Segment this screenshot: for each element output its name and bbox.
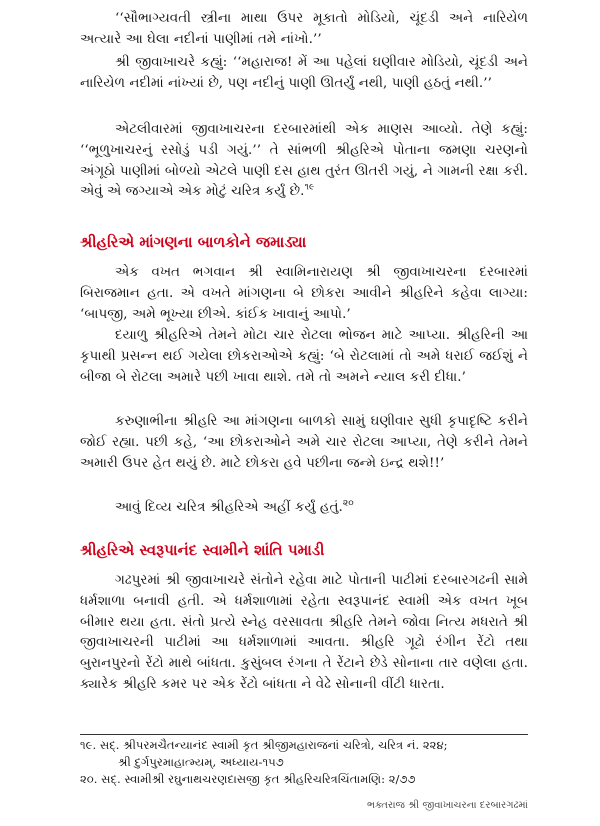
footnote-19-continued: શ્રી દુર્ગપુરમાહાત્મ્યમ્, અધ્યાય-૧૫૭ <box>118 755 284 769</box>
paragraph-4 <box>80 263 528 325</box>
paragraph-7 <box>80 498 528 519</box>
section-heading-children-fed: શ્રીહરિએ માંગણના બાળકોને જમાડ્યા <box>80 233 307 251</box>
footnote-divider <box>80 734 528 735</box>
paragraph-text: ગઢપુરમાં શ્રી જીવાખાચરે સંતોને રહેવા માટે પોતાની પાટીમાં દરબારગઢની સામે ધર્મશાળા બનાવી હતી. એ ધર્મશાળામાં રહેતા સ્વરૂપાનંદ સ્વામી એક વખત ખૂબ બીમાર થયા હતા. સંતો પ્રત્યે સ્નેહ વરસાવતા શ્રીહરિ તેમને જોવા નિત્ય મધરાતે શ્રી જીવાખાચરની પાટીમાં આ ધર્મશાળામાં આવતા. શ્રીહરિ ગૂઢો રંગીન રેંટો તથા બુરાનપુરનો રેંટો માથે બાંધતા. કુસુંબલ રંગના તે રેંટાને છેડે સોનાના તાર વણેલા હતા. ક્યારેક શ્રીહરિ કમર પર એક રેંટો બાંધતા ને વેઢે સોનાની વીંટી ધારતા. <box>80 573 528 692</box>
footnote-ref-19: ૧૯ <box>304 182 315 193</box>
footnote-ref-20: ૨૦ <box>342 498 354 509</box>
paragraph-8 <box>80 571 528 696</box>
paragraph-text: એક વખત ભગવાન શ્રી સ્વામિનારાયણ શ્રી જીવાખાચરના દરબારમાં બિરાજમાન હતા. એ વખતે માંગણના બે છોકરા આવીને શ્રીહરિને કહેવા લાગ્યા: ‘બાપજી, અમે ભૂખ્યા છીએ. કાંઈક ખાવાનું આપો.’ <box>80 265 528 322</box>
paragraph-text: શ્રી જીવાખાચરે કહ્યું: ‘‘મહારાજ! મેં આ પહેલાં ઘણીવાર મોડિયો, ચૂંદડી અને નારિયેળ નદીમાં નાંખ્યાં છે, પણ નદીનું પાણી ઊતર્યું નથી, પાણી હઠતું નથી.’’ <box>80 55 528 91</box>
paragraph-text: આવું દિવ્ય ચરિત્ર શ્રીહરિએ અહીં કર્યું હતું. <box>115 500 343 515</box>
footnote-19: ૧૯. સદ્. શ્રીપરમચૈતન્યાનંદ સ્વામી કૃત શ્રીજીમહારાજનાં ચરિત્રો, ચરિત્ર નં. ૨૨૪; <box>80 738 448 752</box>
paragraph-5 <box>80 326 528 388</box>
paragraph-text: ‘‘સૌભાગ્યવતી સ્ત્રીના માથા ઉપર મૂકાતો મોડિયો, ચૂંદડી અને નારિયેળ અત્યારે આ ઘેલા નદીનાં પાણીમાં તમે નાંખો.’’ <box>80 11 528 47</box>
paragraph-text: એટલીવારમાં જીવાખાચરના દરબારમાંથી એક માણસ આવ્યો. તેણે કહ્યું: ‘‘ભૂળુખાચરનું રસોડું પડી ગયું.’’ તે સાંભળી શ્રીહરિએ પોતાના જમણા ચરણનો અંગૂઠો પાણીમાં બોળ્યો એટલે પાણી દસ હાથ તુરંત ઊતરી ગયું, ને ગામની રક્ષા કરી. એવું એ જગ્યાએ એક મોટું ચરિત્ર કર્યું છે. <box>80 122 528 200</box>
paragraph-1 <box>80 9 528 51</box>
footnote-20: ૨૦. સદ્. સ્વામીશ્રી રઘુનાથચરણદાસજી કૃત શ્રીહરિચરિત્રચિંતામણિ: ૨/૭૭ <box>80 772 416 786</box>
running-footer: ભક્તરાજ શ્રી જીવાખાચરના દરબારગઢમાં <box>366 800 528 811</box>
paragraph-2 <box>80 53 528 95</box>
paragraph-text: દયાળુ શ્રીહરિએ તેમને મોટા ચાર રોટલા ભોજન માટે આપ્યા. શ્રીહરિની આ કૃપાથી પ્રસન્ન થઈ ગયેલા છોકરાઓએ કહ્યું: ‘બે રોટલામાં તો અમે ધરાઈ જઈશું ને બીજા બે રોટલા અમારે પછી ખાવા થાશે. તમે તો અમને ન્યાલ કરી દીધા.’ <box>80 328 528 385</box>
paragraph-3 <box>80 120 528 203</box>
paragraph-text: કરુણાભીના શ્રીહરિ આ માંગણના બાળકો સામું ઘણીવાર સુધી કૃપાદૃષ્ટિ કરીને જોઈ રહ્યા. પછી કહે, ‘આ છોકરાઓને અમે ચાર રોટલા આપ્યા, તેણે કરીને તેમને અમારી ઉપર હેત થયું છે. માટે છોકરા હવે પછીના જન્મે ઇન્દ્ર થશે!!’ <box>80 414 528 471</box>
section-heading-swarupanand: શ્રીહરિએ સ્વરૂપાનંદ સ્વામીને શાંતિ પમાડી <box>80 541 325 559</box>
paragraph-6 <box>80 412 528 474</box>
